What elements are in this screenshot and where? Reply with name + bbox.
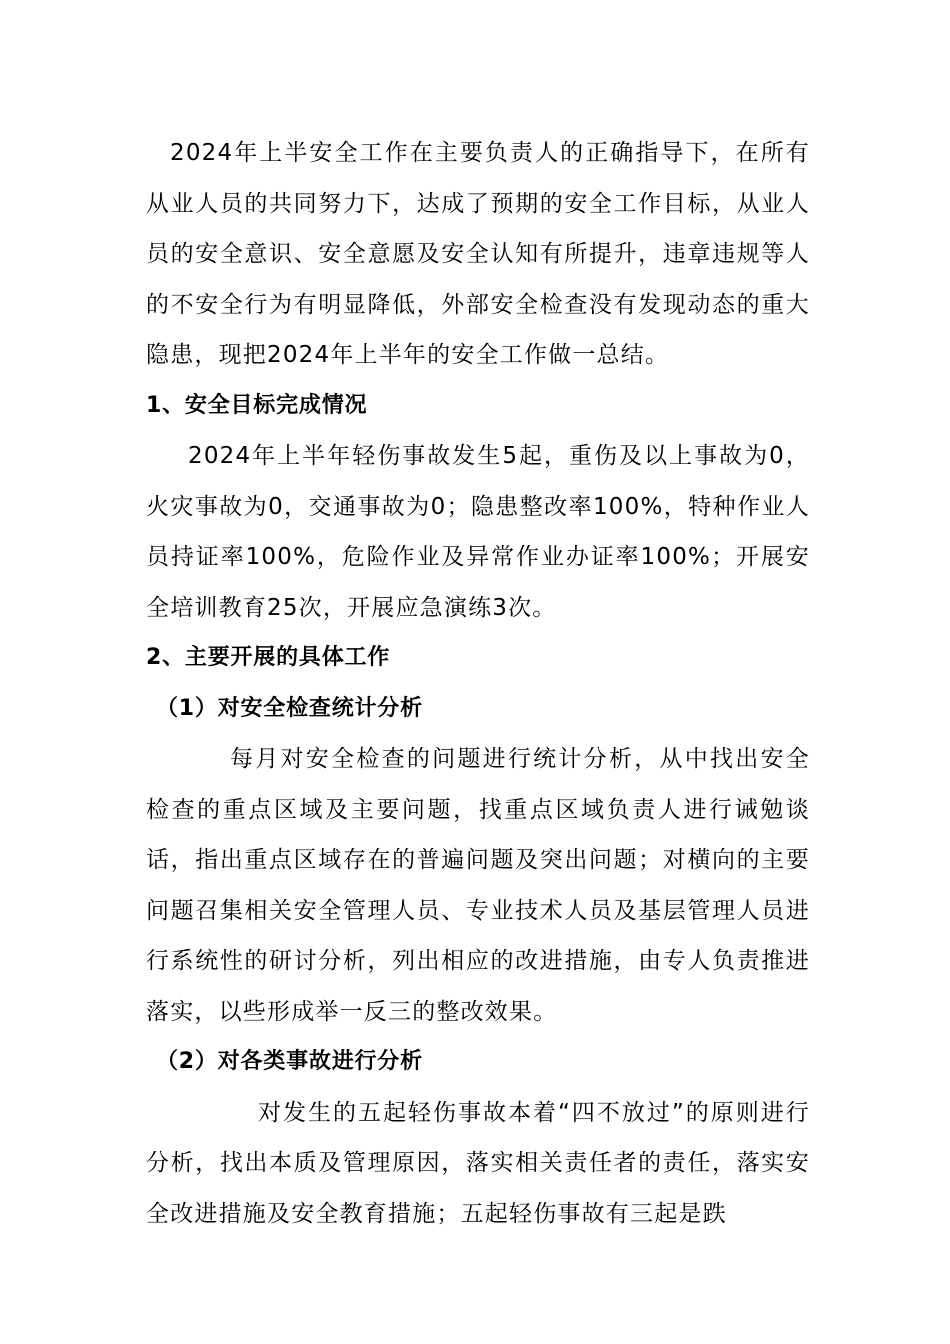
section-1-paragraph: 2024年上半年轻伤事故发生5起，重伤及以上事故为0，火灾事故为0，交通事故为0；隐患整改率100%，特种作业人员持证率100%，危险作业及异常作业办证率100%；开展安全培训教育25次，开展应急演练3次。 xyxy=(146,443,810,621)
subsection-2-paragraph: 对发生的五起轻伤事故本着“四不放过”的原则进行分析，找出本质及管理原因，落实相关责任者的责任，落实安全改进措施及安全教育措施；五起轻伤事故有三起是跌 xyxy=(146,1099,810,1227)
subsection-2-heading: （2）对各类事故进行分析 xyxy=(156,1049,423,1074)
section-1-heading: 1、安全目标完成情况 xyxy=(146,392,368,418)
subsection-1-heading: （1）对安全检查统计分析 xyxy=(156,695,423,721)
section-2-heading: 2、主要开展的具体工作 xyxy=(146,645,391,670)
subsection-1-paragraph: 每月对安全检查的问题进行统计分析，从中找出安全检查的重点区域及主要问题，找重点区域负责人进行诫勉谈话，指出重点区域存在的普遍问题及突出问题；对横向的主要问题召集相关安全管理人员、专业技术人员及基层管理人员进行系统性的研讨分析，列出相应的改进措施，由专人负责推进落实，以些形成举一反三的整改效果。 xyxy=(146,746,810,1025)
intro-paragraph: 2024年上半安全工作在主要负责人的正确指导下，在所有从业人员的共同努力下，达成了预期的安全工作目标，从业人员的安全意识、安全意愿及安全认知有所提升，违章违规等人的不安全行为有明显降低，外部安全检查没有发现动态的重大隐患，现把2024年上半年的安全工作做一总结。 xyxy=(146,140,810,368)
document-body xyxy=(146,128,810,1239)
